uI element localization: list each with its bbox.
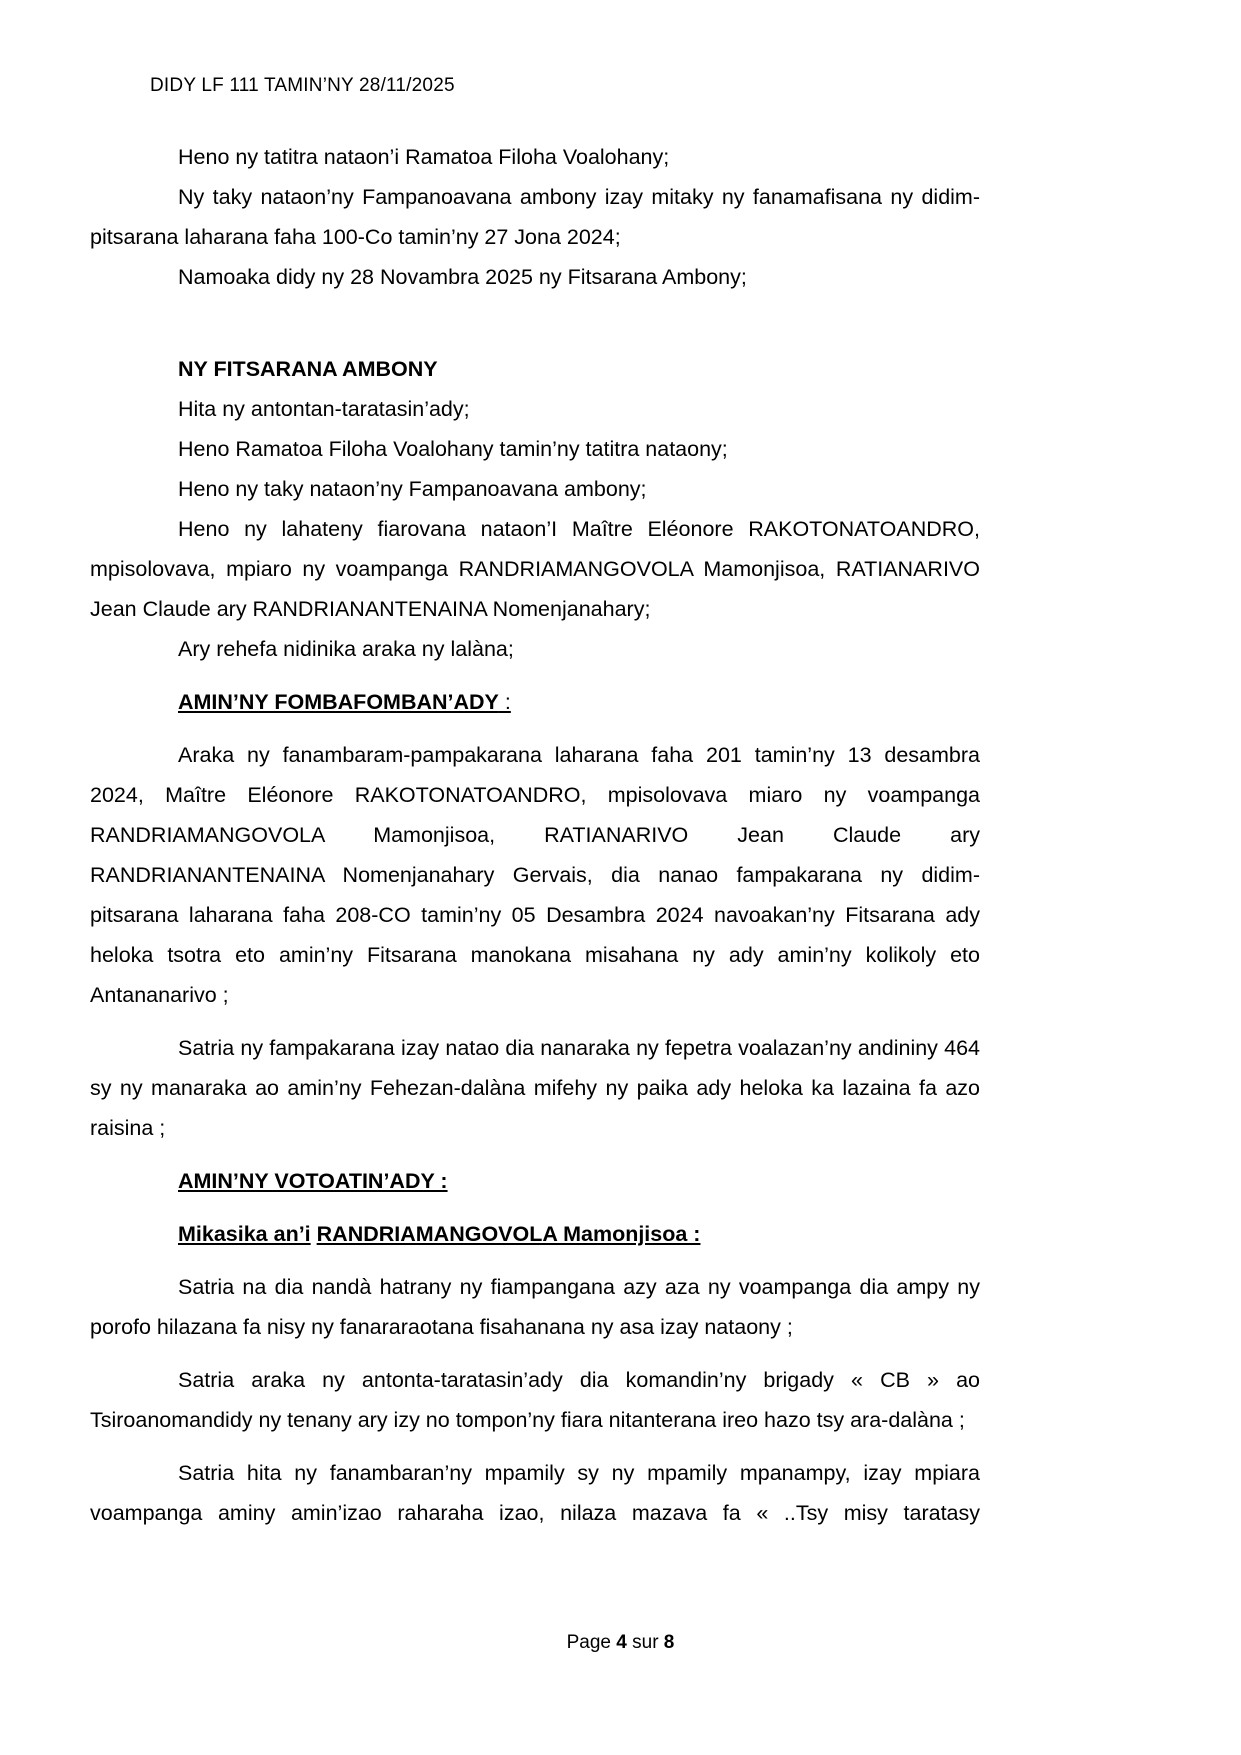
document-body-section bbox=[90, 349, 980, 1533]
paragraph: Satria ny fampakarana izay natao dia nanaraka ny fepetra voalazan’ny andininy 464 sy ny manaraka ao amin’ny Fehezan-dalàna mifehy ny paika ady heloka ka lazaina fa azo raisina ; bbox=[90, 1036, 980, 1140]
subsection-heading bbox=[90, 1214, 980, 1254]
page-header: DIDY LF 111 TAMIN’NY 28/11/2025 bbox=[150, 75, 455, 96]
page-footer bbox=[0, 1632, 1241, 1654]
paragraph: Ny taky nataon’ny Fampanoavana ambony izay mitaky ny fanamafisana ny didim-pitsarana laharana faha 100-Co tamin’ny 27 Jona 2024; bbox=[90, 185, 980, 249]
section-heading: NY FITSARANA AMBONY bbox=[178, 357, 438, 381]
section-heading-procedure bbox=[90, 682, 980, 722]
document-body bbox=[90, 137, 980, 297]
paragraph: Ary rehefa nidinika araka ny lalàna; bbox=[178, 637, 514, 661]
footer-middle: sur bbox=[626, 1632, 664, 1653]
subsection-heading-name: RANDRIAMANGOVOLA Mamonjisoa : bbox=[316, 1222, 701, 1246]
heading-text: AMIN’NY FOMBAFOMBAN’ADY bbox=[178, 690, 499, 714]
paragraph: Heno ny taky nataon’ny Fampanoavana ambony; bbox=[178, 477, 647, 501]
paragraph: Namoaka didy ny 28 Novambra 2025 ny Fitsarana Ambony; bbox=[178, 265, 747, 289]
heading-suffix: : bbox=[498, 690, 511, 714]
footer-page-number: 4 bbox=[616, 1632, 627, 1653]
paragraph: Heno ny tatitra nataon’i Ramatoa Filoha Voalohany; bbox=[178, 145, 670, 169]
paragraph: Satria na dia nandà hatrany ny fiampangana azy aza ny voampanga dia ampy ny porofo hilazana fa nisy ny fanararaotana fisahanana ny asa izay nataony ; bbox=[90, 1275, 980, 1339]
footer-prefix: Page bbox=[566, 1632, 617, 1653]
paragraph: Hita ny antontan-taratasin’ady; bbox=[178, 397, 470, 421]
paragraph: Heno ny lahateny fiarovana nataon’I Maître Eléonore RAKOTONATOANDRO, mpisolovava, mpiaro ny voampanga RANDRIAMANGOVOLA Mamonjisoa, RATIANARIVO Jean Claude ary RANDRIANANTENAINA Nomenjanahary; bbox=[90, 517, 980, 621]
paragraph: Heno Ramatoa Filoha Voalohany tamin’ny tatitra nataony; bbox=[178, 437, 728, 461]
section-heading-merits: AMIN’NY VOTOATIN’ADY : bbox=[178, 1169, 448, 1193]
paragraph: Satria hita ny fanambaran’ny mpamily sy ny mpamily mpanampy, izay mpiara voampanga aminy amin’izao raharaha izao, nilaza mazava fa « ..Tsy misy taratasy bbox=[90, 1461, 980, 1525]
footer-total-pages: 8 bbox=[663, 1632, 675, 1653]
paragraph: Satria araka ny antonta-taratasin’ady dia komandin’ny brigady « CB » ao Tsiroanomandidy ny tenany ary izy no tompon’ny fiara nitanterana ireo hazo tsy ara-dalàna ; bbox=[90, 1368, 980, 1432]
paragraph: Araka ny fanambaram-pampakarana laharana faha 201 tamin’ny 13 desambra 2024, Maître Eléonore RAKOTONATOANDRO, mpisolovava miaro ny voampanga RANDRIAMANGOVOLA Mamonjisoa, RATIANARIVO Jean Claude ary RANDRIANANTENAINA Nomenjanahary Gervais, dia nanao fampakarana ny didim-pitsarana laharana faha 208-CO tamin’ny 05 Desambra 2024 navoakan’ny Fitsarana ady heloka tsotra eto amin’ny Fitsarana manokana misahana ny ady amin’ny kolikoly eto Antananarivo ; bbox=[90, 743, 980, 1007]
subsection-heading-prefix: Mikasika an’i bbox=[178, 1222, 311, 1246]
